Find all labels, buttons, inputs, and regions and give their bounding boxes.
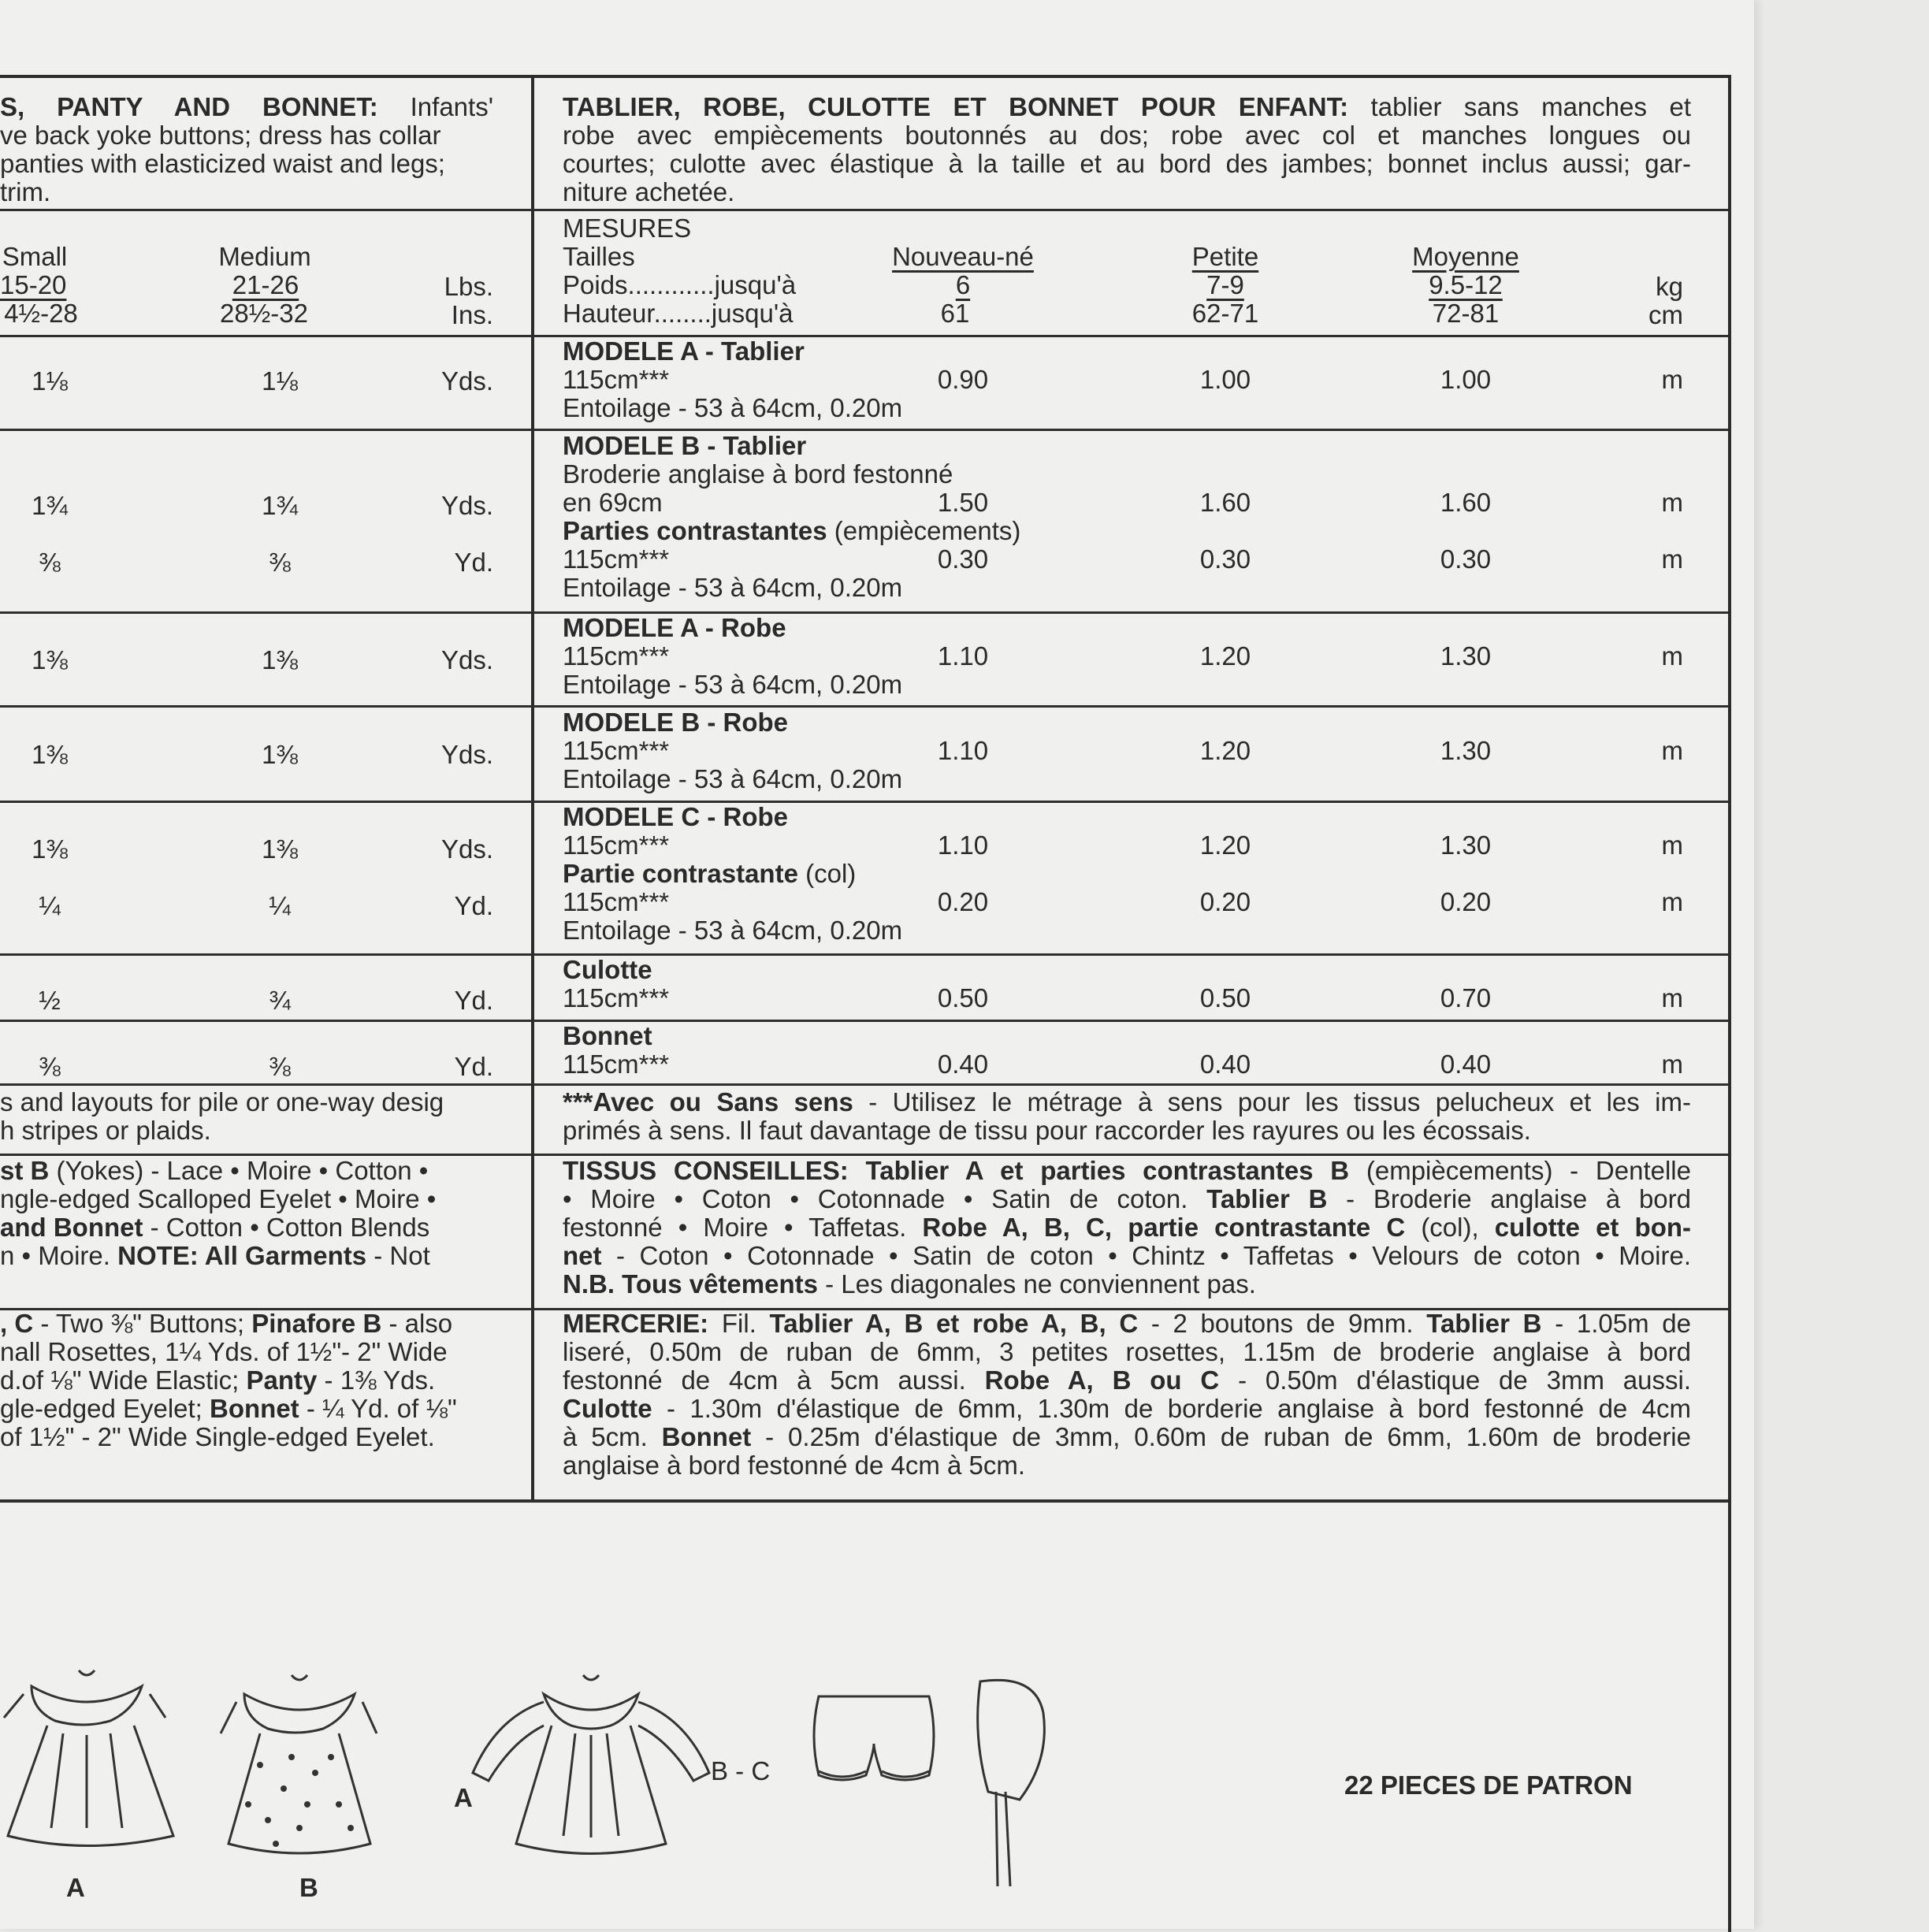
section-line — [563, 460, 953, 489]
text-line — [563, 1423, 1691, 1451]
text-plain: Broderie anglaise à bord festonné — [563, 459, 953, 489]
text-bold: NOTE: All Garments — [117, 1241, 367, 1270]
yardage-unit: m — [1661, 544, 1683, 574]
text-plain: of 1½" - 2" Wide Single-edged Eyelet. — [0, 1422, 435, 1451]
text-plain: trim. — [0, 177, 51, 206]
text-plain: 115cm*** — [563, 736, 670, 765]
text-plain: courtes; culotte avec élastique à la taille et au bord des jambes; bonnet inclus aussi; gar- — [563, 149, 1691, 178]
tailles-label: Tailles — [563, 242, 635, 271]
text-bold: TABLIER, ROBE, CULOTTE ET BONNET POUR ENFANT: — [563, 92, 1349, 121]
english-nap-line: s and layouts for pile or one-way desig — [0, 1087, 444, 1116]
section-line — [563, 831, 669, 860]
text-plain: - Utilisez le métrage à sens pour les tissus pelucheux et les im- — [853, 1087, 1691, 1116]
text-segment: Tablier B — [1426, 1309, 1542, 1338]
yardage-value: 0.50 — [937, 983, 989, 1012]
text-plain: gle-edged Eyelet; — [0, 1394, 210, 1423]
hauteur-moyenne: 72-81 — [1432, 299, 1500, 328]
english-small-value: 1¾ — [32, 491, 68, 520]
text-bold: , C — [0, 1309, 34, 1338]
text-segment: anglaise à bord festonné de 4cm à 5cm. — [563, 1451, 1026, 1480]
english-small-value: 1⅛ — [32, 366, 68, 396]
text-plain: - ¼ Yd. of ⅛" — [299, 1394, 457, 1423]
english-small-value: ⅜ — [39, 1052, 61, 1081]
text-line — [563, 1213, 1691, 1242]
english-fabrics-line — [0, 1157, 493, 1185]
text-plain: Entoilage - 53 à 64cm, 0.20m — [563, 670, 903, 699]
text-segment: liseré, 0.50m de ruban de 6mm, 3 petites rosettes, 1.15m de broderie anglaise à bord — [563, 1337, 1691, 1366]
lbs-medium: 21-26 — [232, 270, 299, 299]
english-small-value: ½ — [39, 986, 61, 1015]
english-unit: Yd. — [454, 1052, 493, 1081]
text-segment: culotte et bon- — [1494, 1213, 1692, 1242]
text-segment: - Broderie anglaise à bord — [1327, 1184, 1691, 1213]
yardage-value: 0.40 — [1199, 1050, 1251, 1079]
section-title: MODELE A - Robe — [563, 613, 786, 642]
text-plain: 115cm*** — [563, 544, 670, 574]
size-moyenne-label: Moyenne — [1412, 242, 1519, 271]
text-bold: Pinafore B — [251, 1309, 382, 1338]
poids-moyenne: 9.5-12 — [1429, 270, 1503, 299]
text-line — [563, 1338, 1691, 1366]
text-line — [563, 1395, 1691, 1423]
yardage-value: 1.00 — [1199, 365, 1251, 394]
poids-nouveau: 6 — [955, 270, 971, 299]
english-notions-line — [0, 1423, 435, 1451]
text-line — [0, 178, 493, 206]
english-notions-line — [0, 1310, 452, 1338]
french-nap-line — [563, 1088, 1691, 1116]
text-line — [563, 1242, 1691, 1270]
text-segment: Robe A, B, C, partie contrastante C — [922, 1213, 1406, 1242]
english-medium-value: 1⅜ — [262, 834, 298, 864]
text-bold: S, PANTY AND BONNET: — [0, 92, 378, 121]
label-b-c: B - C — [711, 1756, 771, 1785]
poids-unit: kg — [1656, 272, 1683, 301]
text-plain: 115cm*** — [563, 1050, 670, 1079]
text-segment: - 1.05m de — [1541, 1309, 1691, 1338]
text-line — [0, 150, 493, 178]
text-plain: 115cm*** — [563, 641, 670, 671]
section-title: MODELE B - Robe — [563, 708, 788, 737]
text-segment: Culotte — [563, 1394, 652, 1423]
text-plain: nall Rosettes, 1¼ Yds. of 1½"- 2" Wide — [0, 1337, 448, 1366]
section-line — [563, 916, 902, 945]
section-title: Culotte — [563, 955, 652, 984]
section-line — [563, 642, 669, 671]
size-medium-label: Medium — [218, 242, 311, 271]
text-line — [563, 1157, 1691, 1185]
yardage-value: 0.30 — [1440, 544, 1492, 574]
yardage-value: 0.40 — [937, 1050, 989, 1079]
section-line — [563, 671, 902, 699]
section-title: Bonnet — [563, 1021, 652, 1050]
text-segment: N.B. Tous vêtements — [563, 1269, 818, 1299]
text-segment: - 2 boutons de 9mm. — [1138, 1309, 1427, 1338]
section-line — [563, 860, 856, 888]
english-unit: Yds. — [440, 491, 493, 520]
size-small-label: Small — [2, 242, 68, 271]
ins-medium: 28½-32 — [220, 299, 308, 328]
text-segment: - Les diagonales ne conviennent pas. — [817, 1269, 1256, 1299]
yardage-value: 1.30 — [1440, 830, 1492, 860]
text-bold: ***Avec ou Sans sens — [563, 1087, 853, 1116]
english-notions-line — [0, 1395, 457, 1423]
row-rule — [0, 953, 1728, 956]
text-plain: (empiècements) — [827, 516, 1021, 545]
yardage-unit: m — [1661, 488, 1683, 517]
row-rule — [0, 611, 1728, 614]
poids-label: Poids............jusqu'à — [563, 270, 797, 299]
yardage-value: 1.50 — [937, 488, 989, 517]
english-fabrics-line — [0, 1213, 493, 1242]
row-rule — [0, 1020, 1728, 1022]
english-small-value: 1⅜ — [32, 834, 68, 864]
french-nap-line — [563, 1116, 1691, 1145]
text-plain: - Not — [366, 1241, 430, 1270]
mesures-label: MESURES — [563, 214, 692, 243]
yardage-unit: m — [1661, 365, 1683, 394]
text-plain: en 69cm — [563, 488, 663, 517]
dress-a-long-sleeve-sketch — [465, 1670, 717, 1867]
row-rule — [0, 1083, 1728, 1086]
text-plain: ve back yoke buttons; dress has collar — [0, 121, 441, 150]
section-line — [563, 517, 1020, 545]
yardage-value: 1.20 — [1199, 736, 1251, 765]
text-segment: MERCERIE: — [563, 1309, 709, 1338]
text-plain: robe avec empiècements boutonnés au dos; robe avec col et manches longues ou — [563, 121, 1691, 150]
yardage-value: 1.30 — [1440, 641, 1492, 671]
text-plain: (Yokes) - Lace • Moire • Cotton • — [49, 1156, 429, 1185]
column-divider — [531, 76, 534, 1501]
text-segment: festonné • Moire • Taffetas. — [563, 1213, 923, 1242]
text-segment: - 0.25m d'élastique de 3mm, 0.60m de ruban de 6mm, 1.60m de broderie — [751, 1422, 1691, 1451]
english-small-value: ¼ — [39, 891, 61, 920]
text-line — [563, 1310, 1691, 1338]
yardage-value: 1.10 — [937, 736, 989, 765]
english-notions-line — [0, 1366, 435, 1395]
bonnet-sketch — [964, 1674, 1051, 1894]
text-plain: Entoilage - 53 à 64cm, 0.20m — [563, 764, 903, 793]
section-line — [563, 574, 902, 602]
text-segment: - 1.30m d'élastique de 6mm, 1.30m de borderie anglaise à bord festonné de 4cm — [652, 1394, 1691, 1423]
english-unit: Yds. — [440, 645, 493, 674]
row-rule — [0, 801, 1728, 803]
text-plain: - 1⅜ Yds. — [317, 1365, 436, 1395]
text-segment: Fil. — [708, 1309, 770, 1338]
english-medium-value: ⅜ — [269, 548, 291, 577]
yardage-unit: m — [1661, 830, 1683, 860]
text-bold: Bonnet — [210, 1394, 299, 1423]
yardage-value: 1.00 — [1440, 365, 1492, 394]
english-medium-value: ⅜ — [269, 1052, 291, 1081]
text-segment: • Moire • Coton • Cotonnade • Satin de coton. — [563, 1184, 1207, 1213]
lbs-small: 15-20 — [0, 270, 67, 299]
size-petite-label: Petite — [1191, 242, 1259, 271]
yardage-value: 0.30 — [1199, 544, 1251, 574]
yardage-value: 1.10 — [937, 830, 989, 860]
yardage-unit: m — [1661, 887, 1683, 916]
text-plain: (col) — [797, 859, 857, 888]
text-segment: TISSUS CONSEILLES: Tablier A et parties contrastantes B — [563, 1156, 1350, 1185]
text-line — [563, 178, 1691, 206]
text-plain: n • Moire. — [0, 1241, 118, 1270]
panty-sketch — [807, 1685, 941, 1795]
text-bold: Parties contrastantes — [563, 516, 827, 545]
yardage-value: 0.30 — [937, 544, 989, 574]
text-line — [563, 1451, 1691, 1480]
lbs-unit: Lbs. — [444, 272, 493, 301]
yardage-value: 0.70 — [1440, 983, 1492, 1012]
text-bold: Partie contrastante — [563, 859, 798, 888]
hauteur-label: Hauteur........jusqu'à — [563, 299, 794, 328]
yardage-value: 0.20 — [1440, 887, 1492, 916]
english-notions-line — [0, 1338, 448, 1366]
text-plain: d.of ⅛" Wide Elastic; — [0, 1365, 247, 1395]
text-plain: primés à sens. Il faut davantage de tissu pour raccorder les rayures ou les écossais. — [563, 1116, 1531, 1145]
english-medium-value: ¼ — [269, 891, 291, 920]
english-unit: Yds. — [440, 834, 493, 864]
english-medium-value: 1¾ — [262, 491, 298, 520]
row-rule — [0, 209, 1728, 211]
english-small-value: ⅜ — [39, 548, 61, 577]
ins-small: 4½-28 — [4, 299, 78, 328]
hauteur-petite: 62-71 — [1191, 299, 1259, 328]
text-plain: Infants' — [377, 92, 493, 121]
text-bold: Panty — [246, 1365, 318, 1395]
text-plain: Entoilage - 53 à 64cm, 0.20m — [563, 573, 903, 602]
hauteur-unit: cm — [1648, 300, 1683, 329]
english-small-value: 1⅜ — [32, 740, 68, 769]
text-line — [563, 1185, 1691, 1213]
section-line — [563, 737, 669, 765]
yardage-value: 0.20 — [1199, 887, 1251, 916]
text-plain: 115cm*** — [563, 887, 670, 916]
poids-petite: 7-9 — [1206, 270, 1244, 299]
pattern-pieces-count: 22 PIECES DE PATRON — [1344, 1770, 1633, 1800]
text-plain: 115cm*** — [563, 365, 670, 394]
english-medium-value: 1⅜ — [262, 740, 298, 769]
english-unit: Yd. — [454, 986, 493, 1015]
text-plain: - also — [381, 1309, 453, 1338]
text-segment: Robe A, B ou C — [984, 1365, 1220, 1395]
text-line — [563, 1270, 1691, 1299]
english-unit: Yd. — [454, 548, 493, 577]
yardage-value: 0.50 — [1199, 983, 1251, 1012]
text-plain: 115cm*** — [563, 983, 670, 1012]
text-line — [563, 93, 1691, 121]
english-small-value: 1⅜ — [32, 645, 68, 674]
section-line — [563, 1050, 669, 1079]
text-plain: ngle-edged Scalloped Eyelet • Moire • — [0, 1184, 437, 1213]
english-fabrics-line — [0, 1185, 493, 1213]
section-line — [563, 545, 669, 574]
section-line — [563, 765, 902, 793]
yardage-value: 0.20 — [937, 887, 989, 916]
text-plain: - Two ⅜" Buttons; — [33, 1309, 252, 1338]
text-plain: panties with elasticized waist and legs; — [0, 149, 445, 178]
yardage-value: 1.10 — [937, 641, 989, 671]
text-segment: (empiècements) - Dentelle — [1349, 1156, 1691, 1185]
label-b-1: B — [299, 1873, 318, 1902]
english-unit: Yd. — [454, 891, 493, 920]
yardage-value: 0.90 — [937, 365, 989, 394]
text-plain: niture achetée. — [563, 177, 735, 206]
text-plain: 115cm*** — [563, 830, 670, 860]
yardage-value: 1.20 — [1199, 830, 1251, 860]
hauteur-nouveau: 61 — [940, 299, 970, 328]
text-plain: - Cotton • Cotton Blends — [143, 1213, 430, 1242]
text-segment: net — [563, 1241, 602, 1270]
section-title: MODELE B - Tablier — [563, 431, 807, 460]
section-line — [563, 888, 669, 916]
section-line — [563, 984, 669, 1012]
text-segment: (col), — [1405, 1213, 1495, 1242]
section-line — [563, 394, 902, 422]
english-nap-line: h stripes or plaids. — [0, 1116, 211, 1145]
row-rule — [0, 335, 1728, 337]
text-segment: à 5cm. — [563, 1422, 662, 1451]
english-medium-value: 1⅛ — [262, 366, 298, 396]
english-unit: Yds. — [440, 740, 493, 769]
dress-b-sketch — [213, 1670, 386, 1867]
english-fabrics-line — [0, 1242, 493, 1270]
text-plain: Entoilage - 53 à 64cm, 0.20m — [563, 393, 903, 422]
english-medium-value: 1⅜ — [262, 645, 298, 674]
yardage-value: 1.20 — [1199, 641, 1251, 671]
yardage-value: 0.40 — [1440, 1050, 1492, 1079]
row-rule — [0, 429, 1728, 431]
yardage-value: 1.60 — [1199, 488, 1251, 517]
text-bold: st B — [0, 1156, 50, 1185]
label-a-2: A — [454, 1783, 473, 1812]
section-line — [563, 489, 663, 517]
english-unit: Yds. — [440, 366, 493, 396]
dress-a-sketch — [0, 1663, 181, 1867]
text-plain: Entoilage - 53 à 64cm, 0.20m — [563, 916, 903, 945]
text-bold: and Bonnet — [0, 1213, 143, 1242]
text-line — [563, 1366, 1691, 1395]
text-line — [0, 121, 493, 150]
section-line — [563, 366, 669, 394]
text-line — [0, 93, 493, 121]
ins-unit: Ins. — [451, 300, 493, 329]
yardage-unit: m — [1661, 736, 1683, 765]
label-a-1: A — [66, 1873, 85, 1902]
yardage-value: 1.60 — [1440, 488, 1492, 517]
text-segment: Tablier B — [1206, 1184, 1328, 1213]
text-segment: Bonnet — [661, 1422, 752, 1451]
section-title: MODELE A - Tablier — [563, 336, 805, 366]
row-rule — [0, 1499, 1728, 1503]
yardage-value: 1.30 — [1440, 736, 1492, 765]
english-medium-value: ¾ — [269, 986, 291, 1015]
text-segment: - 0.50m d'élastique de 3mm aussi. — [1219, 1365, 1691, 1395]
text-segment: - Coton • Cotonnade • Satin de coton • Chintz • Taffetas • Velours de coton • Moire. — [601, 1241, 1691, 1270]
row-rule — [0, 705, 1728, 708]
yardage-unit: m — [1661, 983, 1683, 1012]
text-plain: tablier sans manches et — [1348, 92, 1691, 121]
size-nouveau-label: Nouveau-né — [892, 242, 1034, 271]
text-segment: Tablier A, B et robe A, B, C — [769, 1309, 1139, 1338]
section-title: MODELE C - Robe — [563, 802, 788, 831]
yardage-unit: m — [1661, 1050, 1683, 1079]
yardage-unit: m — [1661, 641, 1683, 671]
text-segment: festonné de 4cm à 5cm aussi. — [563, 1365, 985, 1395]
text-line — [563, 150, 1691, 178]
text-line — [563, 121, 1691, 150]
